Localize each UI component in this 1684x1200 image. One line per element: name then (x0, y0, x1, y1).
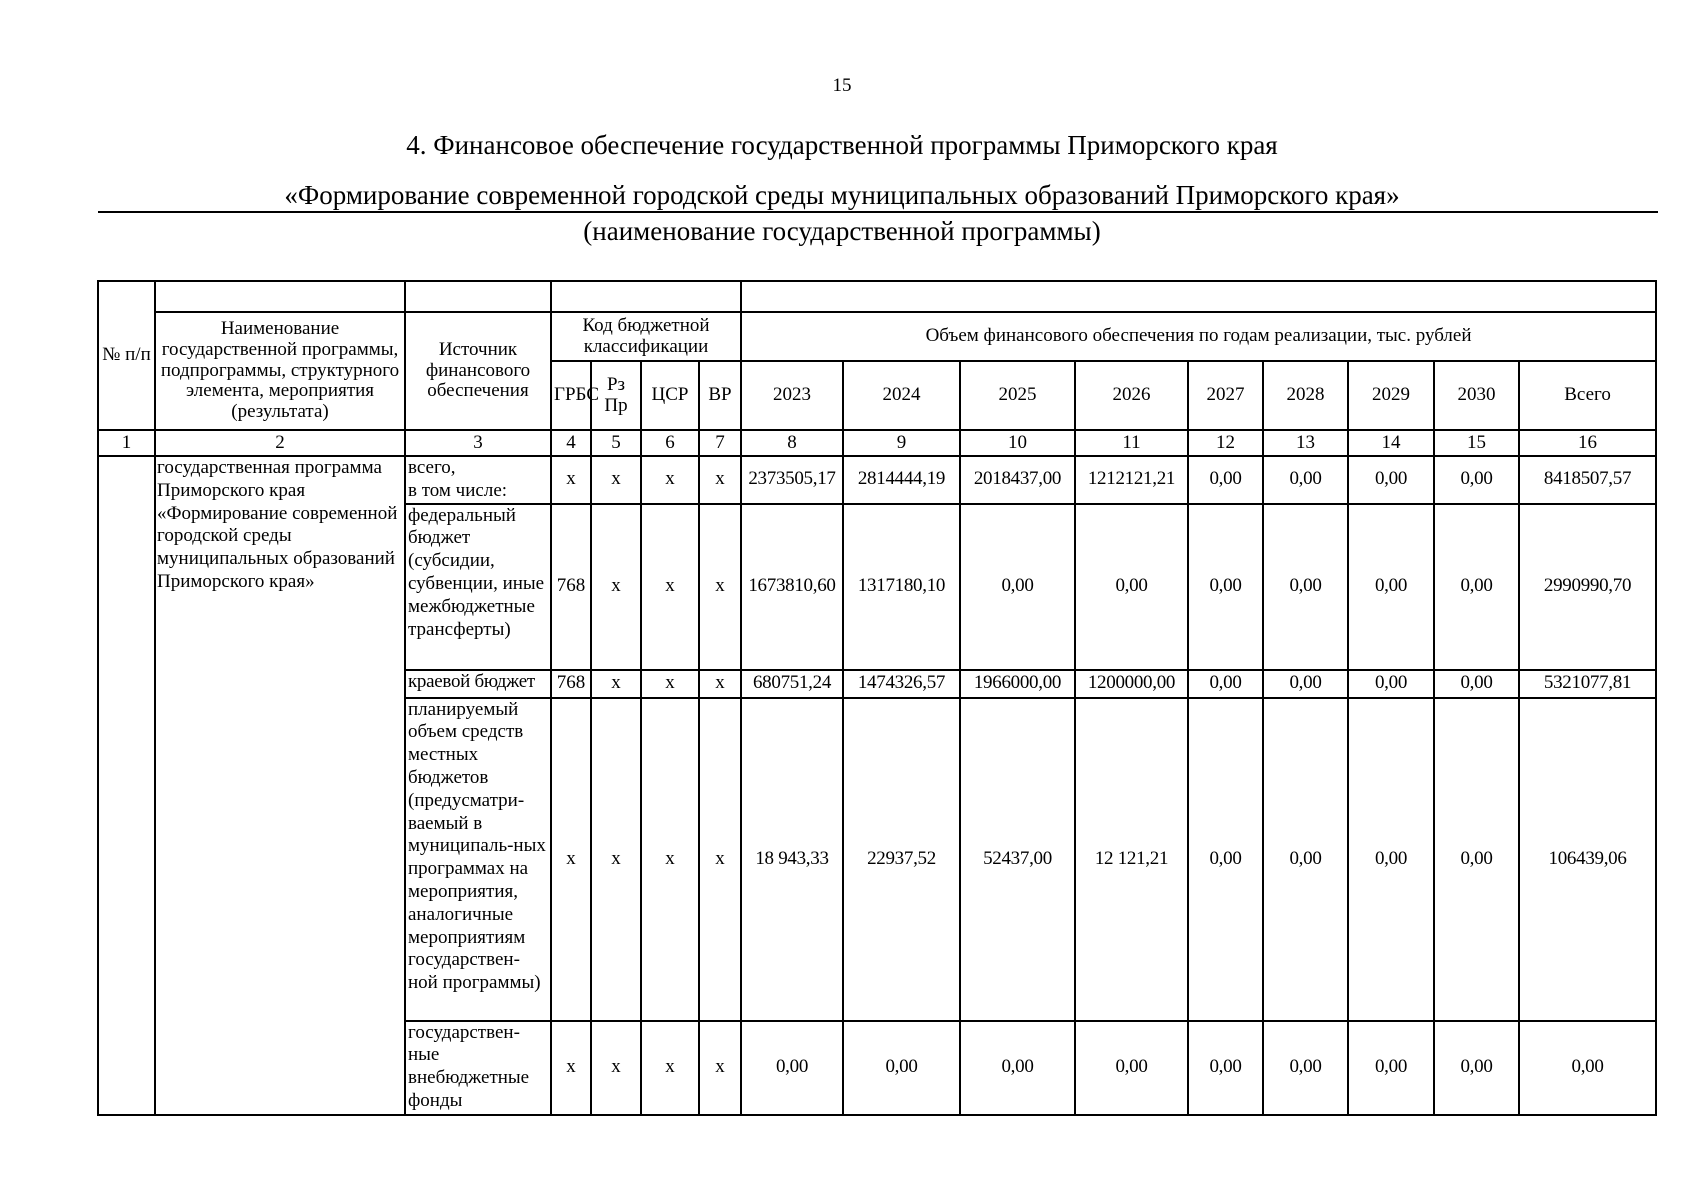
value-cell: 0,00 (1075, 1021, 1188, 1115)
header-year-2024: 2024 (843, 361, 960, 430)
value-cell: 0,00 (1263, 1021, 1348, 1115)
total-cell: 106439,06 (1519, 698, 1656, 1021)
page-number: 15 (832, 75, 852, 96)
grbs-cell: x (551, 456, 591, 504)
source-cell: государствен-ные внебюджетные фонды (405, 1021, 551, 1115)
value-cell: 2373505,17 (741, 456, 843, 504)
column-number: 6 (641, 430, 699, 456)
rzpr-cell: x (591, 670, 641, 698)
column-number: 13 (1263, 430, 1348, 456)
value-cell: 0,00 (960, 1021, 1075, 1115)
rzpr-cell: x (591, 1021, 641, 1115)
total-cell: 2990990,70 (1519, 504, 1656, 670)
header-num: № п/п (98, 281, 155, 430)
value-cell: 0,00 (1188, 698, 1263, 1021)
vr-cell: x (699, 1021, 741, 1115)
grbs-cell: x (551, 698, 591, 1021)
csr-cell: x (641, 670, 699, 698)
header-source: Источник финансового обеспечения (405, 312, 551, 430)
column-number: 7 (699, 430, 741, 456)
header-year-2027: 2027 (1188, 361, 1263, 430)
program-name-cell: государственная программа Приморского края «Формирование современной городской среды муниципальных образований Приморского края» (155, 456, 405, 1115)
vr-cell: x (699, 456, 741, 504)
header-blank-code (551, 281, 741, 312)
value-cell: 12 121,21 (1075, 698, 1188, 1021)
page-title: 4. Финансовое обеспечение государственной программы Приморского края (406, 130, 1278, 160)
value-cell: 0,00 (1348, 698, 1434, 1021)
value-cell: 0,00 (960, 504, 1075, 670)
source-cell: федеральный бюджет (субсидии, субвенции, иные межбюджетные трансферты) (405, 504, 551, 670)
source-cell: всего, в том числе: (405, 456, 551, 504)
column-number: 5 (591, 430, 641, 456)
header-csr: ЦСР (641, 361, 699, 430)
value-cell: 1966000,00 (960, 670, 1075, 698)
column-number: 16 (1519, 430, 1656, 456)
column-numbers-row (98, 430, 1656, 456)
total-cell: 0,00 (1519, 1021, 1656, 1115)
value-cell: 0,00 (1434, 698, 1519, 1021)
value-cell: 0,00 (1263, 456, 1348, 504)
header-total: Всего (1519, 361, 1656, 430)
column-number: 3 (405, 430, 551, 456)
rzpr-cell: x (591, 698, 641, 1021)
header-blank-name (155, 281, 405, 312)
value-cell: 0,00 (1348, 456, 1434, 504)
header-grbs: ГРБС (551, 361, 591, 430)
value-cell: 1474326,57 (843, 670, 960, 698)
column-number: 15 (1434, 430, 1519, 456)
value-cell: 0,00 (1188, 670, 1263, 698)
header-blank-volume (741, 281, 1656, 312)
header-year-2030: 2030 (1434, 361, 1519, 430)
header-year-2023: 2023 (741, 361, 843, 430)
value-cell: 680751,24 (741, 670, 843, 698)
grbs-cell: 768 (551, 504, 591, 670)
value-cell: 18 943,33 (741, 698, 843, 1021)
value-cell: 0,00 (1434, 456, 1519, 504)
value-cell: 0,00 (1434, 504, 1519, 670)
financing-table (97, 280, 1657, 1116)
value-cell: 0,00 (1263, 670, 1348, 698)
value-cell: 1200000,00 (1075, 670, 1188, 698)
header-row (98, 312, 1656, 361)
total-cell: 5321077,81 (1519, 670, 1656, 698)
value-cell: 0,00 (1434, 670, 1519, 698)
header-budget-code: Код бюджетной классификации (551, 312, 741, 361)
value-cell: 1317180,10 (843, 504, 960, 670)
value-cell: 0,00 (741, 1021, 843, 1115)
csr-cell: x (641, 1021, 699, 1115)
value-cell: 22937,52 (843, 698, 960, 1021)
rzpr-cell: x (591, 504, 641, 670)
header-volume: Объем финансового обеспечения по годам реализации, тыс. рублей (741, 312, 1656, 361)
header-year-2025: 2025 (960, 361, 1075, 430)
value-cell: 2018437,00 (960, 456, 1075, 504)
blank-header-row (98, 281, 1656, 312)
header-name: Наименование государственной программы, подпрограммы, структурного элемента, мероприятия (результата) (155, 312, 405, 430)
value-cell: 0,00 (1434, 1021, 1519, 1115)
header-vr: ВР (699, 361, 741, 430)
program-title-caption: (наименование государственной программы) (583, 216, 1101, 246)
column-number: 10 (960, 430, 1075, 456)
header-year-2029: 2029 (1348, 361, 1434, 430)
csr-cell: x (641, 456, 699, 504)
vr-cell: x (699, 504, 741, 670)
value-cell: 0,00 (1188, 1021, 1263, 1115)
value-cell: 0,00 (1263, 504, 1348, 670)
value-cell: 2814444,19 (843, 456, 960, 504)
column-number: 8 (741, 430, 843, 456)
rzpr-cell: x (591, 456, 641, 504)
value-cell: 0,00 (1188, 504, 1263, 670)
value-cell: 0,00 (1348, 1021, 1434, 1115)
column-number: 2 (155, 430, 405, 456)
header-year-2028: 2028 (1263, 361, 1348, 430)
header-blank-source (405, 281, 551, 312)
row-number-cell (98, 456, 155, 1115)
source-cell: планируемый объем средств местных бюджетов (предусматри-ваемый в муниципаль-ных программах на мероприятия, аналогичные мероприятиям государствен-ной программы) (405, 698, 551, 1021)
value-cell: 0,00 (843, 1021, 960, 1115)
header-rzpr: Рз Пр (591, 361, 641, 430)
grbs-cell: x (551, 1021, 591, 1115)
value-cell: 0,00 (1263, 698, 1348, 1021)
column-number: 11 (1075, 430, 1188, 456)
value-cell: 0,00 (1075, 504, 1188, 670)
value-cell: 1212121,21 (1075, 456, 1188, 504)
grbs-cell: 768 (551, 670, 591, 698)
csr-cell: x (641, 504, 699, 670)
table-row (98, 456, 1656, 504)
column-number: 14 (1348, 430, 1434, 456)
value-cell: 52437,00 (960, 698, 1075, 1021)
value-cell: 1673810,60 (741, 504, 843, 670)
column-number: 1 (98, 430, 155, 456)
vr-cell: x (699, 698, 741, 1021)
column-number: 4 (551, 430, 591, 456)
vr-cell: x (699, 670, 741, 698)
column-number: 12 (1188, 430, 1263, 456)
column-number: 9 (843, 430, 960, 456)
source-cell: краевой бюджет (405, 670, 551, 698)
value-cell: 0,00 (1348, 504, 1434, 670)
header-year-2026: 2026 (1075, 361, 1188, 430)
title-underline (98, 211, 1658, 213)
program-title: «Формирование современной городской среды муниципальных образований Приморского края» (284, 180, 1400, 210)
value-cell: 0,00 (1348, 670, 1434, 698)
total-cell: 8418507,57 (1519, 456, 1656, 504)
csr-cell: x (641, 698, 699, 1021)
value-cell: 0,00 (1188, 456, 1263, 504)
